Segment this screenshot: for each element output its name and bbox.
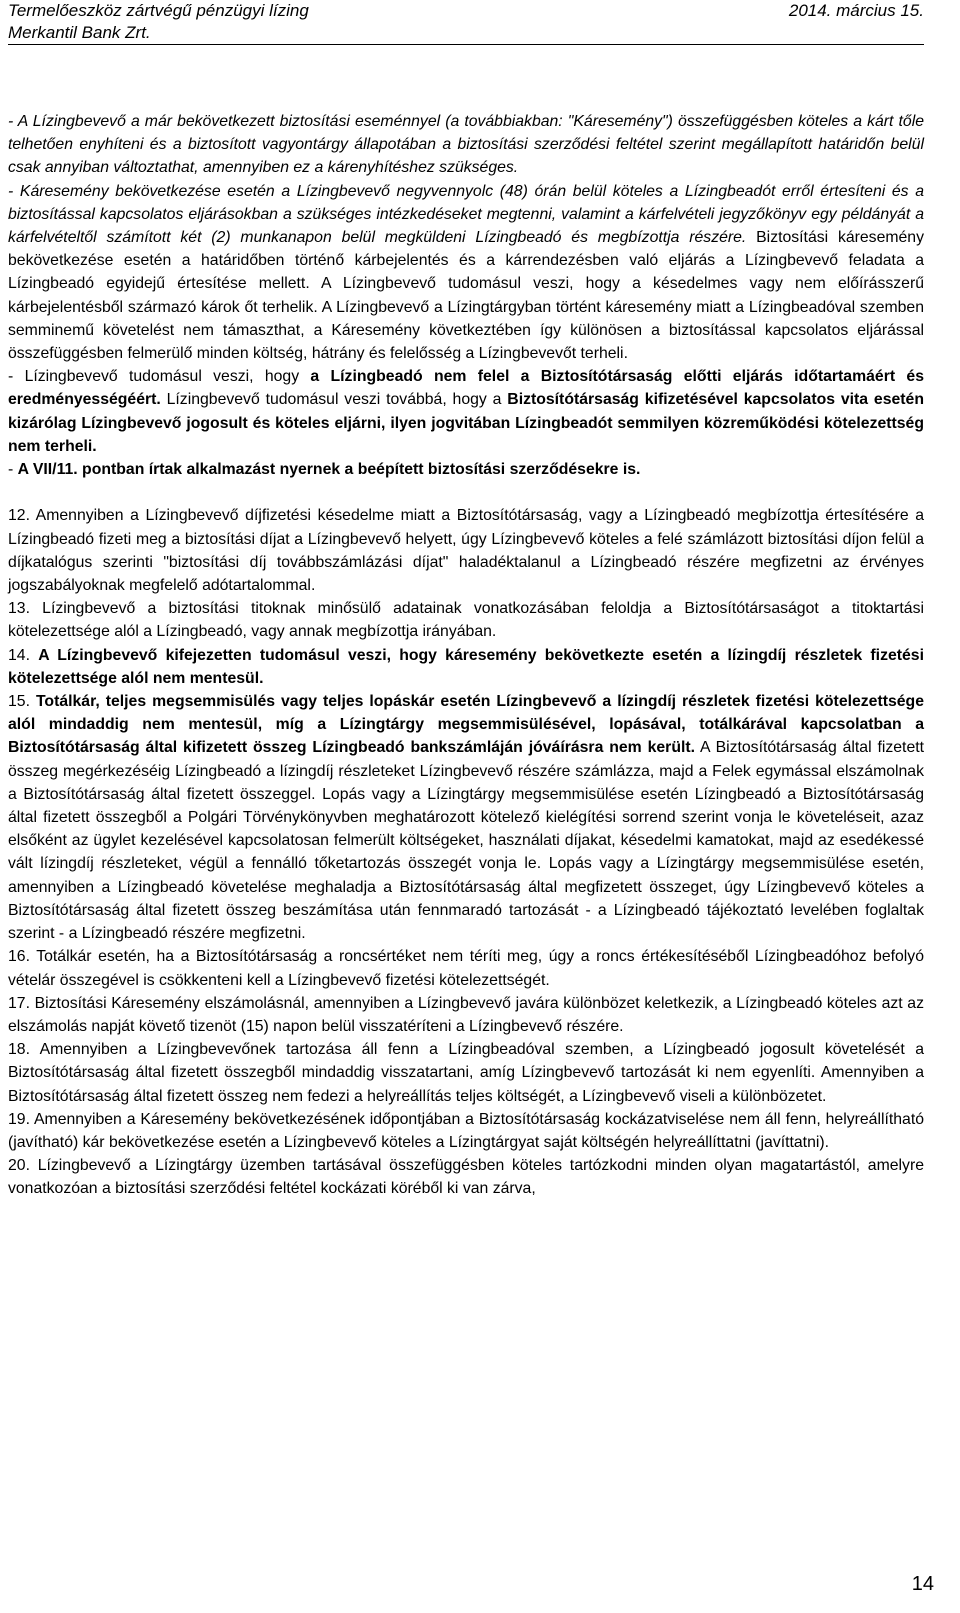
insurer-text-c: Lízingbevevő tudomásul veszi továbbá, hogy a bbox=[160, 391, 508, 409]
paragraph-14-bold: A Lízingbevevő kifejezetten tudomásul veszi, hogy káresemény bekövetkezte esetén a lízingdíj részletek fizetési kötelezettsége alól nem mentesül. bbox=[8, 646, 924, 687]
insurer-bold-b: a Lízingbeadó nem felel a Biztosítótársaság előtti eljárás időtartamáért és eredményességéért. bbox=[8, 368, 924, 409]
paragraph-18: 18. Amennyiben a Lízingbevevőnek tartozása áll fenn a Lízingbeadóval szemben, a Lízingbeadó jogosult követelését a Biztosítótársaság által fizetett összegből mindaddig visszatartani, amíg Lízingbevevő tartozását ki nem egyenlíti. Amennyiben a Biztosítótársaság által fizetett összeg nem fedezi a helyreállítás teljes költségét, a Lízingbevevő viseli a különbözetet. bbox=[8, 1041, 924, 1105]
paragraph-14 bbox=[8, 644, 924, 690]
paragraph-19: 19. Amennyiben a Káresemény bekövetkezésének időpontjában a Biztosítótársaság kockázatviselése nem áll fenn, helyreállítható (javítható) kár bekövetkezése esetén a Lízingbevevő köteles a Lízingtárgyat saját költségén helyreállíttatni (javíttatni). bbox=[8, 1110, 924, 1151]
reporting-italic-text: - Káresemény bekövetkezése esetén a Lízingbevevő negyvennyolc (48) órán belül köteles a Lízingbeadót erről értesíteni és a biztosítással kapcsolatos eljárásokban a szükséges intézkedéseket megtenni, valamint a kárfelvételi jegyzőkönyv egy példányát a kárfelvételtől számított két (2) munkanapon belül megküldeni Lízingbeadó és megbízottja részére. bbox=[8, 182, 924, 247]
paragraph-17: 17. Biztosítási Káresemény elszámolásnál, amennyiben a Lízingbevevő javára különbözet keletkezik, a Lízingbeadó köteles azt az elszámolás napját követő tizenöt (15) napon belül visszatéríteni a Lízingbevevő részére. bbox=[8, 994, 924, 1035]
paragraph-20: 20. Lízingbevevő a Lízingtárgy üzemben tartásával összefüggésben köteles tartózkodni minden olyan magatartástól, amelyre vonatkozóan a biztosítási szerződési feltétel kockázati köréből ki van zárva, bbox=[8, 1157, 924, 1198]
paragraph-insurer-procedure bbox=[8, 365, 924, 458]
paragraph-15-plain: A Biztosítótársaság által fizetett összeg megérkezéséig Lízingbeadó a lízingdíj részleteket Lízingbevevő részére számlázza, majd a Felek egymással elszámolnak a Biztosítótársaság által fizetett összeggel. Lopás vagy a Lízingtárgy megsemmisülése esetén Lízingbeadó a Biztosítótársaság által fizetett összegből a Polgári Törvénykönyvben meghatározott kötelező kielégítési sorrend szerint vonja le követeléseit, azaz elsőként az ügylet kezelésével kapcsolatosan felmerült költségeket, használati díjakat, késedelmi kamatokat, majd az esedékessé vált lízingdíj részleteket, végül a fennálló tőketartozás összegét vonja le. Lopás vagy a Lízingtárgy megsemmisülése esetén, amennyiben a Lízingbeadó követelése meghaladja a Biztosítótársaság által megfizetett összeget, úgy Lízingbevevő köteles a Biztosítótársaság által fizetett összeg beszámítása után fennmaradó tartozását - a Lízingbeadó tájékoztató levelében foglaltak szerint - a Lízingbeadó részére megfizetni. bbox=[8, 739, 925, 943]
paragraph-15-number: 15. bbox=[8, 693, 36, 711]
document-body bbox=[8, 110, 924, 1201]
paragraph-12: 12. Amennyiben a Lízingbevevő díjfizetési késedelme miatt a Biztosítótársaság, vagy a Lízingbeadó megbízottja értesítésére a Lízingbeadó fizeti meg a biztosítási díjat a Lízingbevevő helyett, úgy Lízingbevevő köteles a felé számlázott biztosítási díjon felül a díjkatalógus szerinti "biztosítási díj továbbszámlázási díjat" haladéktalanul a Lízingbeadó részére megfizetni az érvényes jogszabályoknak megfelelő adótartalommal. bbox=[8, 507, 924, 595]
paragraph-16: 16. Totálkár esetén, ha a Biztosítótársaság a roncsértéket nem téríti meg, úgy a roncs értékesítéséből Lízingbeadóhoz befolyó vételár összegével is csökkenteni kell a Lízingbevevő fizetési kötelezettségét. bbox=[8, 948, 924, 989]
header-date: 2014. március 15. bbox=[788, 1, 924, 20]
reporting-plain-text: Biztosítási káresemény bekövetkezése esetén a határidőben történő kárbejelentés és a kárrendezésben való eljárás a Lízingbevevő feladata a Lízingbeadó egyidejű értesítése mellett. A Lízingbevevő tudomásul veszi, hogy a késedelmes vagy nem előírásszerű kárbejelentésből származó károk őt terhelik. A Lízingbevevő a Lízingtárgyban történt káresemény miatt a Lízingbeadóval szemben semminemű követelést nem támaszthat, a Káresemény következtében így különösen a biztosítással kapcsolatos eljárással összefüggésben felmerülő minden költség, hátrány és felelősség a Lízingbevevőt terheli. bbox=[8, 229, 924, 363]
insurer-bold-d: Biztosítótársaság kifizetésével kapcsolatos vita esetén kizárólag Lízingbevevő jogosult és köteles eljárni, ilyen jogvitában Lízingbeadót semmilyen közreműködési kötelezettség nem terheli. bbox=[8, 391, 924, 455]
paragraph-damage-reporting bbox=[8, 180, 924, 366]
paragraph-15 bbox=[8, 690, 924, 945]
paragraph-13: 13. Lízingbevevő a biztosítási titoknak minősülő adatainak vonatkozásában feloldja a Biztosítótársaságot a titoktartási kötelezettsége alól a Lízingbeadó, vagy annak megbízottja irányában. bbox=[8, 600, 924, 641]
page-header bbox=[8, 0, 924, 45]
header-title: Termelőeszköz zártvégű pénzügyi lízing bbox=[8, 1, 309, 20]
vii-11-dash: - bbox=[8, 461, 18, 479]
page-number: 14 bbox=[911, 1573, 934, 1595]
paragraph-vii-11 bbox=[8, 458, 924, 481]
vii-11-bold: A VII/11. pontban írtak alkalmazást nyernek a beépített biztosítási szerződésekre is. bbox=[17, 461, 641, 479]
paragraph-15-bold: Totálkár, teljes megsemmisülés vagy teljes lopáskár esetén Lízingbevevő a lízingdíj részletek fizetési kötelezettsége alól mindaddig nem mentesül, míg a Lízingtárgy megsemmisülésével, lopásával, totálkárával kapcsolatban a Biztosítótársaság által kifizetett összeg Lízingbeadó bankszámláján jóváírásra nem került. bbox=[8, 693, 924, 757]
paragraph-14-number: 14. bbox=[8, 646, 39, 664]
paragraph-gap bbox=[8, 481, 924, 504]
insurer-text-a: - Lízingbevevő tudomásul veszi, hogy bbox=[8, 368, 311, 386]
paragraph-damage-mitigation: - A Lízingbevevő a már bekövetkezett biztosítási eseménnyel (a továbbiakban: "Káresemény") összefüggésben köteles a kárt tőle telhetően enyhíteni és a biztosított vagyontárgy állapotában a biztosítási szerződési feltétel szerint megállapított határidőn belül csak annyiban változtathat, amennyiben ez a kárenyhítéshez szükséges. bbox=[8, 113, 924, 177]
header-company: Merkantil Bank Zrt. bbox=[8, 23, 151, 42]
